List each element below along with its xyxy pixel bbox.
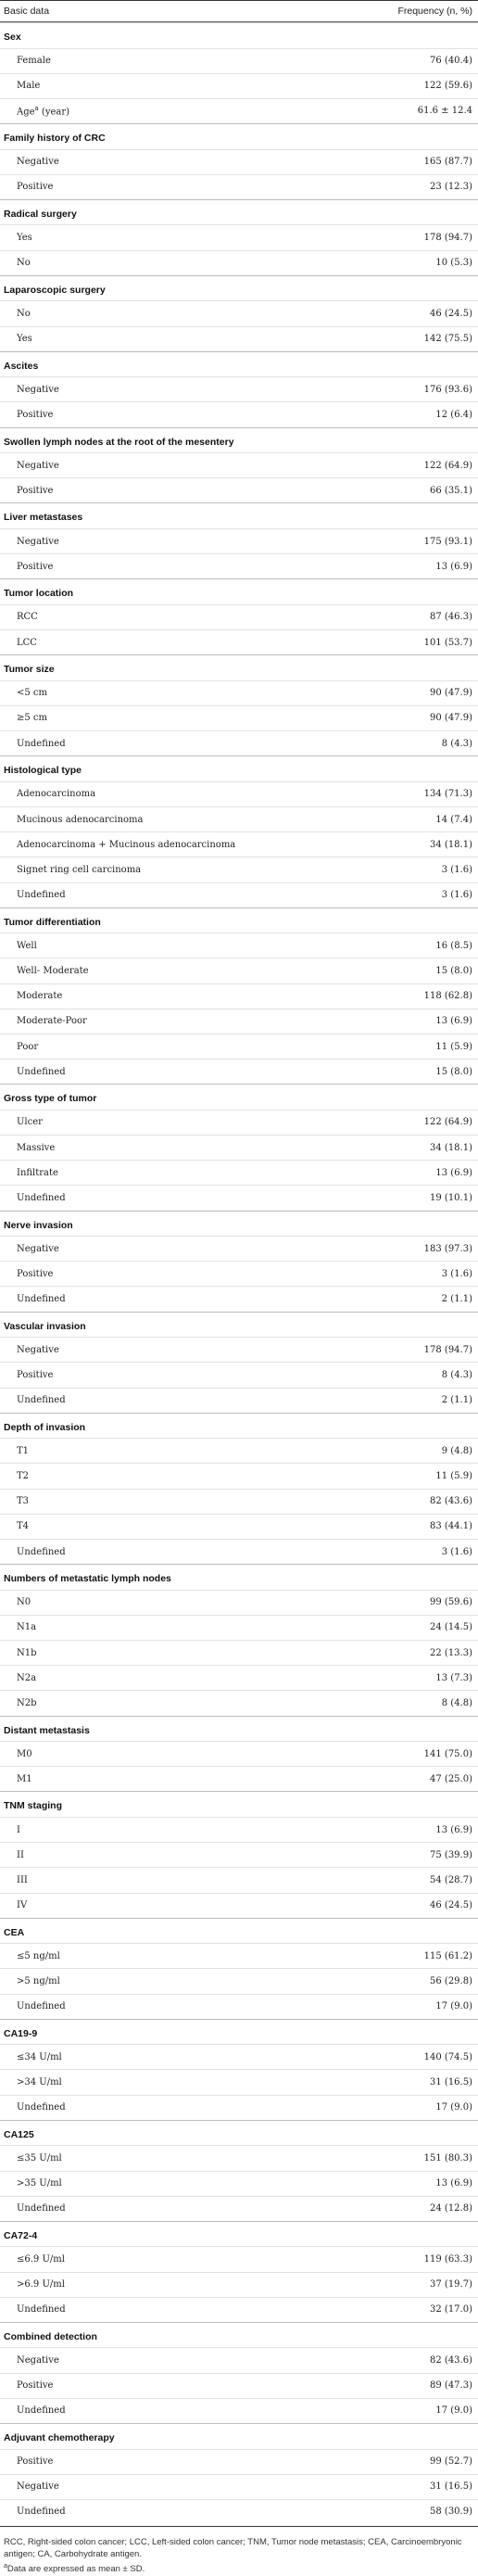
section-title: Swollen lymph nodes at the root of the mesentery (0, 427, 478, 453)
row-value: 16 (8.5) (435, 940, 472, 951)
row-label: Positive (17, 561, 54, 572)
row-value: 61.6 ± 12.4 (417, 106, 472, 117)
section-title: CA72-4 (0, 2221, 478, 2247)
table-row (0, 149, 478, 174)
table-row (0, 2145, 478, 2170)
table-row (0, 958, 478, 983)
row-value: 82 (43.6) (430, 2355, 472, 2367)
row-label: M1 (17, 1773, 32, 1784)
row-label: Undefined (17, 2001, 66, 2012)
row-label: Signet ring cell carcinoma (17, 864, 142, 875)
table-row (0, 983, 478, 1009)
table-row (0, 1009, 478, 1034)
row-value: 24 (12.8) (430, 2203, 472, 2214)
row-label: Undefined (17, 2304, 66, 2316)
table-row (0, 1135, 478, 1160)
table-row (0, 2095, 478, 2120)
section-title: Vascular invasion (0, 1312, 478, 1338)
table-row (0, 224, 478, 249)
row-value: 11 (5.9) (435, 1041, 472, 1052)
row-label: N1a (17, 1622, 37, 1633)
table-row (0, 2246, 478, 2271)
row-value: 87 (46.3) (430, 612, 472, 623)
row-value: 13 (6.9) (435, 1016, 472, 1027)
row-label: Infiltrate (17, 1167, 58, 1178)
row-value: 3 (1.6) (441, 890, 472, 901)
row-label: Positive (17, 485, 54, 496)
row-label: Yes (17, 334, 32, 345)
table-row (0, 528, 478, 553)
row-label: Male (17, 81, 41, 92)
table-row (0, 1463, 478, 1488)
row-value: 46 (24.5) (430, 308, 472, 319)
row-value: 22 (13.3) (430, 1647, 472, 1658)
row-label: >5 ng/ml (17, 1975, 60, 1986)
row-label: Undefined (17, 2102, 66, 2113)
row-value: 46 (24.5) (430, 1900, 472, 1911)
row-value: 15 (8.0) (435, 1066, 472, 1077)
table-row (0, 1185, 478, 1210)
row-value: 54 (28.7) (430, 1874, 472, 1885)
row-label: Undefined (17, 2506, 66, 2518)
section-title: Family history of CRC (0, 123, 478, 149)
table-row (0, 2474, 478, 2499)
table-row (0, 452, 478, 477)
table-row (0, 933, 478, 958)
table-row (0, 73, 478, 98)
row-label: Undefined (17, 738, 66, 749)
table-row (0, 1286, 478, 1311)
row-value: 2 (1.1) (441, 1395, 472, 1406)
section-title: Numbers of metastatic lymph nodes (0, 1564, 478, 1590)
row-value: 142 (75.5) (423, 334, 472, 345)
table-row (0, 1640, 478, 1665)
row-label: Undefined (17, 2405, 66, 2417)
row-label: >6.9 U/ml (17, 2279, 65, 2290)
row-value: 151 (80.3) (423, 2152, 472, 2164)
row-value: 178 (94.7) (423, 233, 472, 244)
row-value: 31 (16.5) (430, 2077, 472, 2088)
row-value: 3 (1.6) (441, 864, 472, 875)
table-row (0, 98, 478, 123)
row-value: 32 (17.0) (430, 2304, 472, 2316)
row-value: 99 (59.6) (430, 1597, 472, 1608)
table-row (0, 2449, 478, 2474)
row-value: 47 (25.0) (430, 1773, 472, 1784)
row-label: Ulcer (17, 1117, 43, 1128)
row-value: 12 (6.4) (435, 409, 472, 420)
section-title: TNM staging (0, 1791, 478, 1817)
row-value: 24 (14.5) (430, 1622, 472, 1633)
row-label: N0 (17, 1597, 31, 1608)
row-value: 89 (47.3) (430, 2380, 472, 2392)
table-row (0, 705, 478, 730)
table-row (0, 1388, 478, 1413)
section-title: CA19-9 (0, 2019, 478, 2045)
row-label: Yes (17, 233, 32, 244)
row-label: Positive (17, 409, 54, 420)
table-row (0, 48, 478, 73)
row-label: >34 U/ml (17, 2077, 62, 2088)
table-row (0, 376, 478, 401)
row-value: 122 (64.9) (423, 460, 472, 471)
section-title: Tumor differentiation (0, 907, 478, 933)
table-row (0, 1968, 478, 1993)
row-label: Undefined (17, 890, 66, 901)
row-label: ≤35 U/ml (17, 2152, 62, 2164)
table-row (0, 730, 478, 755)
row-label: Negative (17, 1243, 59, 1254)
row-value: 66 (35.1) (430, 485, 472, 496)
row-value: 34 (18.1) (430, 1142, 472, 1153)
table-row (0, 401, 478, 426)
section-title: Adjuvant chemotherapy (0, 2423, 478, 2449)
row-value: 15 (8.0) (435, 965, 472, 976)
table-row (0, 174, 478, 199)
row-value: 83 (44.1) (430, 1521, 472, 1532)
row-label: Negative (17, 536, 59, 547)
row-label: III (17, 1874, 28, 1885)
header-basic-data: Basic data (4, 6, 50, 17)
row-label: ≤6.9 U/ml (17, 2253, 65, 2265)
row-label: Poor (17, 1041, 39, 1052)
table-row (0, 2373, 478, 2398)
footnote-abbreviations: RCC, Right-sided colon cancer; LCC, Left-sided colon cancer; TNM, Tumor node metastasis; CEA, Carcinoembryonic antigen; CA, Carbohydrate antigen. (4, 2537, 462, 2560)
row-label: <5 cm (17, 688, 48, 699)
row-value: 141 (75.0) (423, 1748, 472, 1759)
section-title: Sex (0, 22, 478, 48)
row-label: II (17, 1849, 24, 1860)
row-value: 99 (52.7) (430, 2456, 472, 2468)
row-label: Undefined (17, 2203, 66, 2214)
table-row (0, 1665, 478, 1690)
row-value: 175 (93.1) (423, 536, 472, 547)
row-value: 119 (63.3) (423, 2253, 472, 2265)
row-label: Undefined (17, 1546, 66, 1557)
age-superscript: a (34, 105, 39, 113)
table-row (0, 806, 478, 831)
table-row (0, 1160, 478, 1185)
table-row (0, 2044, 478, 2069)
table-row (0, 1514, 478, 1539)
section-title: CEA (0, 1918, 478, 1944)
row-label: M0 (17, 1748, 32, 1759)
table-row (0, 1615, 478, 1640)
table-row (0, 1766, 478, 1791)
table-row (0, 2272, 478, 2297)
table-row (0, 2196, 478, 2221)
section-title: Depth of invasion (0, 1413, 478, 1439)
row-value: 8 (4.3) (441, 1369, 472, 1380)
table-row (0, 2398, 478, 2423)
row-label: ≤34 U/ml (17, 2051, 62, 2062)
section-title: Nerve invasion (0, 1211, 478, 1237)
table-row (0, 1261, 478, 1286)
row-label: Undefined (17, 1395, 66, 1406)
row-label: IV (17, 1900, 28, 1911)
row-value: 17 (9.0) (435, 2001, 472, 2012)
row-value: 19 (10.1) (430, 1192, 472, 1203)
row-label: N1b (17, 1647, 37, 1658)
table-body (0, 22, 478, 2524)
row-value: 82 (43.6) (430, 1496, 472, 1507)
row-value: 31 (16.5) (430, 2481, 472, 2493)
row-label: ≤5 ng/ml (17, 1950, 60, 1961)
age-unit: (year) (38, 107, 70, 118)
row-value: 11 (5.9) (435, 1470, 472, 1481)
row-value: 3 (1.6) (441, 1546, 472, 1557)
table-row (0, 477, 478, 502)
row-value: 122 (59.6) (423, 81, 472, 92)
row-value: 13 (6.9) (435, 1824, 472, 1835)
row-label: Negative (17, 2481, 59, 2493)
row-label: T4 (17, 1521, 30, 1532)
row-value: 8 (4.8) (441, 1697, 472, 1708)
row-value: 58 (30.9) (430, 2506, 472, 2518)
section-title: Tumor size (0, 654, 478, 680)
row-label: N2b (17, 1697, 37, 1708)
table-row (0, 882, 478, 907)
row-label: N2a (17, 1672, 37, 1683)
table-row (0, 250, 478, 275)
section-title: Tumor location (0, 578, 478, 604)
row-label: No (17, 258, 31, 269)
section-title: Histological type (0, 755, 478, 781)
section-title: Liver metastases (0, 502, 478, 528)
row-value: 23 (12.3) (430, 182, 472, 193)
header-frequency: Frequency (n, %) (397, 6, 472, 17)
table-row (0, 831, 478, 857)
row-label: Female (17, 56, 51, 67)
row-value: 13 (6.9) (435, 561, 472, 572)
row-label: T3 (17, 1496, 30, 1507)
table-row (0, 1438, 478, 1463)
row-label: Positive (17, 1369, 54, 1380)
table-row (0, 1489, 478, 1514)
table-row (0, 604, 478, 629)
row-value: 3 (1.6) (441, 1268, 472, 1279)
table-row (0, 326, 478, 351)
row-value: 101 (53.7) (423, 637, 472, 648)
table-row (0, 2171, 478, 2196)
row-value: 13 (7.3) (435, 1672, 472, 1683)
section-title: Laparoscopic surgery (0, 275, 478, 301)
table-row (0, 1539, 478, 1564)
row-label: RCC (17, 612, 38, 623)
row-label: Negative (17, 384, 59, 395)
row-value: 37 (19.7) (430, 2279, 472, 2290)
row-label: Positive (17, 2380, 54, 2392)
row-value: 122 (64.9) (423, 1117, 472, 1128)
row-value: 76 (40.4) (430, 56, 472, 67)
table-row (0, 1337, 478, 1362)
row-label: Mucinous adenocarcinoma (17, 814, 144, 825)
table-row (0, 1110, 478, 1135)
row-value: 13 (6.9) (435, 1167, 472, 1178)
footnote (0, 2527, 478, 2575)
row-label: Undefined (17, 1294, 66, 1305)
row-label: Negative (17, 157, 59, 168)
table-row (0, 1362, 478, 1387)
row-value: 13 (6.9) (435, 2178, 472, 2189)
row-value: 8 (4.3) (441, 738, 472, 749)
row-label: T2 (17, 1470, 30, 1481)
section-title: Distant metastasis (0, 1716, 478, 1742)
section-title: Combined detection (0, 2322, 478, 2348)
row-value: 178 (94.7) (423, 1344, 472, 1355)
table-row (0, 553, 478, 578)
table-row (0, 1842, 478, 1867)
row-value: 14 (7.4) (435, 814, 472, 825)
row-label: I (17, 1824, 20, 1835)
row-value: 90 (47.9) (430, 713, 472, 724)
table-row (0, 2347, 478, 2372)
table-row (0, 1034, 478, 1059)
footnote-sup: a (4, 2563, 7, 2570)
row-value: 17 (9.0) (435, 2405, 472, 2417)
row-value: 75 (39.9) (430, 1849, 472, 1860)
table-row (0, 2499, 478, 2524)
row-label: Positive (17, 1268, 54, 1279)
row-value: 9 (4.8) (441, 1445, 472, 1456)
row-label: Well (17, 940, 37, 951)
table-row (0, 2069, 478, 2094)
row-label: Adenocarcinoma + Mucinous adenocarcinoma (17, 839, 236, 850)
section-title: CA125 (0, 2120, 478, 2146)
row-label: ≥5 cm (17, 713, 48, 724)
table-row (0, 1236, 478, 1261)
row-label: Massive (17, 1142, 56, 1153)
row-label: Moderate-Poor (17, 1016, 87, 1027)
row-value: 2 (1.1) (441, 1294, 472, 1305)
table-row (0, 680, 478, 705)
row-label: Positive (17, 182, 54, 193)
table-row (0, 1867, 478, 1892)
row-value: 10 (5.3) (435, 258, 472, 269)
table-row (0, 1817, 478, 1842)
row-label: Negative (17, 1344, 59, 1355)
section-title: Gross type of tumor (0, 1084, 478, 1110)
row-value: 165 (87.7) (423, 157, 472, 168)
row-label: T1 (17, 1445, 30, 1456)
table-header (0, 1, 478, 22)
row-value: 140 (74.5) (423, 2051, 472, 2062)
row-value: 176 (93.6) (423, 384, 472, 395)
table-row (0, 1590, 478, 1615)
table-row (0, 1943, 478, 1968)
row-label: Positive (17, 2456, 54, 2468)
row-label: Negative (17, 2355, 59, 2367)
row-label: Well- Moderate (17, 965, 89, 976)
row-value: 90 (47.9) (430, 688, 472, 699)
table-row (0, 300, 478, 325)
row-label: Undefined (17, 1066, 66, 1077)
row-value: 115 (61.2) (423, 1950, 472, 1961)
row-label: Adenocarcinoma (17, 789, 96, 800)
section-title: Radical surgery (0, 199, 478, 225)
row-label: Moderate (17, 991, 63, 1002)
table-row (0, 857, 478, 882)
row-label: Negative (17, 460, 59, 471)
section-title: Ascites (0, 351, 478, 377)
row-value: 134 (71.3) (423, 789, 472, 800)
row-value: 183 (97.3) (423, 1243, 472, 1254)
table-row (0, 1059, 478, 1084)
table-row (0, 2297, 478, 2322)
row-value: 118 (62.8) (423, 991, 472, 1002)
table-row (0, 1994, 478, 2019)
row-value: 56 (29.8) (430, 1975, 472, 1986)
row-value: 17 (9.0) (435, 2102, 472, 2113)
row-value: 34 (18.1) (430, 839, 472, 850)
table-row (0, 1741, 478, 1766)
row-label: Age$^a$ (year) (17, 105, 70, 118)
table-row (0, 629, 478, 654)
row-label: LCC (17, 637, 37, 648)
row-label: >35 U/ml (17, 2178, 62, 2189)
table-row (0, 781, 478, 806)
row-label: No (17, 308, 31, 319)
row-label: Undefined (17, 1192, 66, 1203)
table-row (0, 1893, 478, 1918)
footnote-note: $^a$Data are expressed as mean ± SD. (4, 2563, 145, 2575)
table-row (0, 1690, 478, 1715)
